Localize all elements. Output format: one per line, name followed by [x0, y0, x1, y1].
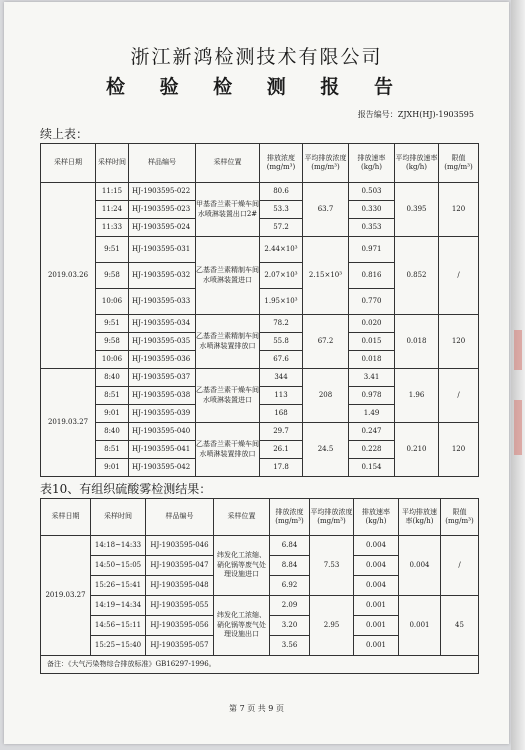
header-time: 采样时间 — [91, 499, 146, 536]
rate-cell: 0.503 — [349, 183, 395, 201]
sample-id-cell: HJ-1903595-039 — [129, 405, 196, 423]
rate-cell: 0.330 — [349, 201, 395, 219]
conc-cell: 2.09 — [270, 596, 310, 616]
rate-cell: 0.001 — [354, 636, 399, 656]
sample-id-cell: HJ-1903595-037 — [129, 369, 196, 387]
time-cell: 14:19~14:34 — [91, 596, 146, 616]
conc-cell: 113 — [260, 387, 303, 405]
time-cell: 11:24 — [96, 201, 129, 219]
rate-cell: 0.154 — [349, 459, 395, 477]
page-number: 第 7 页 共 9 页 — [229, 704, 284, 713]
continued-label: 续上表： — [40, 127, 89, 141]
rate-cell: 0.971 — [349, 237, 395, 263]
sample-id-cell: HJ-1903595-038 — [129, 387, 196, 405]
avg-conc-cell: 63.7 — [303, 183, 349, 237]
avg-conc-cell: 2.95 — [310, 596, 354, 656]
header-sample: 样品编号 — [146, 499, 214, 536]
header-avg-conc: 平均排放浓度(mg/m³) — [310, 499, 354, 536]
header-location: 采样位置 — [214, 499, 270, 536]
time-cell: 8:40 — [96, 423, 129, 441]
sample-id-cell: HJ-1903595-033 — [129, 289, 196, 315]
time-cell: 9:58 — [96, 263, 129, 289]
rate-cell: 0.015 — [349, 333, 395, 351]
location-cell: 乙基香兰素干燥车间水喷淋装置排放口 — [196, 423, 260, 477]
scan-edge — [511, 0, 525, 750]
time-cell: 9:58 — [96, 333, 129, 351]
table-row — [41, 536, 479, 556]
rate-cell: 0.247 — [349, 423, 395, 441]
sample-id-cell: HJ-1903595-042 — [129, 459, 196, 477]
sample-id-cell: HJ-1903595-041 — [129, 441, 196, 459]
avg-conc-cell: 67.2 — [303, 315, 349, 369]
rate-cell: 1.49 — [349, 405, 395, 423]
header-conc: 排放浓度(mg/m³) — [270, 499, 310, 536]
avg-rate-cell: 0.001 — [399, 596, 441, 656]
sample-id-cell: HJ-1903595-057 — [146, 636, 214, 656]
sample-id-cell: HJ-1903595-046 — [146, 536, 214, 556]
location-cell: 乙基香兰素精制车间水喷淋装置排放口 — [196, 315, 260, 369]
sampling-date-cell: 2019.03.26 — [41, 183, 96, 369]
location-cell: 甲基香兰素干燥车间水喷淋装置出口2# — [196, 183, 260, 237]
sample-id-cell: HJ-1903595-056 — [146, 616, 214, 636]
avg-conc-cell: 2.15×10³ — [303, 237, 349, 315]
time-cell: 11:15 — [96, 183, 129, 201]
conc-cell: 57.2 — [260, 219, 303, 237]
sample-id-cell: HJ-1903595-032 — [129, 263, 196, 289]
conc-cell: 2.44×10³ — [260, 237, 303, 263]
table-row — [41, 237, 479, 263]
conc-cell: 53.3 — [260, 201, 303, 219]
note-row — [41, 656, 479, 674]
location-cell: 乙基香兰素精制车间水喷淋装置进口 — [196, 237, 260, 315]
table-10-title: 表10、有组织硫酸雾检测结果： — [40, 482, 212, 496]
conc-cell: 80.6 — [260, 183, 303, 201]
time-cell: 10:06 — [96, 289, 129, 315]
rate-cell: 0.020 — [349, 315, 395, 333]
avg-conc-cell: 24.5 — [303, 423, 349, 477]
time-cell: 8:51 — [96, 441, 129, 459]
rate-cell: 0.816 — [349, 263, 395, 289]
table-10-sulfuric-acid-mist — [40, 498, 479, 674]
time-cell: 8:40 — [96, 369, 129, 387]
table-row — [41, 183, 479, 201]
rate-cell: 0.004 — [354, 556, 399, 576]
limit-cell: / — [439, 369, 479, 423]
time-cell: 14:50~15:05 — [91, 556, 146, 576]
header-conc: 排放浓度(mg/m³) — [260, 144, 303, 183]
time-cell: 9:51 — [96, 315, 129, 333]
header-rate: 排放速率(kg/h) — [354, 499, 399, 536]
time-cell: 11:33 — [96, 219, 129, 237]
sample-id-cell: HJ-1903595-047 — [146, 556, 214, 576]
time-cell: 15:25~15:40 — [91, 636, 146, 656]
sample-id-cell: HJ-1903595-040 — [129, 423, 196, 441]
rate-cell: 0.004 — [354, 576, 399, 596]
header-time: 采样时间 — [96, 144, 129, 183]
standard-note: 备注：《大气污染物综合排放标准》GB16297-1996。 — [41, 656, 479, 674]
limit-cell: 120 — [439, 183, 479, 237]
conc-cell: 6.92 — [270, 576, 310, 596]
sample-id-cell: HJ-1903595-055 — [146, 596, 214, 616]
report-page — [4, 2, 509, 744]
table-row — [41, 315, 479, 333]
sample-id-cell: HJ-1903595-048 — [146, 576, 214, 596]
seal-edge-mark — [514, 400, 522, 455]
limit-cell: 120 — [439, 315, 479, 369]
time-cell: 15:26~15:41 — [91, 576, 146, 596]
location-cell: 乙基香兰素干燥车间水喷淋装置进口 — [196, 369, 260, 423]
limit-cell: / — [441, 536, 479, 596]
avg-rate-cell: 0.018 — [395, 315, 439, 369]
table-row — [41, 423, 479, 441]
rate-cell: 0.004 — [354, 536, 399, 556]
sample-id-cell: HJ-1903595-034 — [129, 315, 196, 333]
avg-conc-cell: 208 — [303, 369, 349, 423]
header-sample: 样品编号 — [129, 144, 196, 183]
conc-cell: 344 — [260, 369, 303, 387]
conc-cell: 29.7 — [260, 423, 303, 441]
conc-cell: 2.07×10³ — [260, 263, 303, 289]
time-cell: 9:01 — [96, 405, 129, 423]
conc-cell: 26.1 — [260, 441, 303, 459]
avg-rate-cell: 0.852 — [395, 237, 439, 315]
conc-cell: 1.95×10³ — [260, 289, 303, 315]
rate-cell: 0.770 — [349, 289, 395, 315]
table-10-header-row — [41, 499, 479, 536]
time-cell: 9:51 — [96, 237, 129, 263]
conc-cell: 6.84 — [270, 536, 310, 556]
sampling-date-cell: 2019.03.27 — [41, 536, 91, 656]
conc-cell: 3.56 — [270, 636, 310, 656]
avg-rate-cell: 1.96 — [395, 369, 439, 423]
conc-cell: 3.20 — [270, 616, 310, 636]
sample-id-cell: HJ-1903595-024 — [129, 219, 196, 237]
sample-id-cell: HJ-1903595-023 — [129, 201, 196, 219]
company-name: 浙江新鸿检测技术有限公司 — [130, 46, 383, 68]
rate-cell: 0.228 — [349, 441, 395, 459]
sample-id-cell: HJ-1903595-031 — [129, 237, 196, 263]
limit-cell: / — [439, 237, 479, 315]
table-9-continued — [40, 143, 479, 477]
conc-cell: 55.8 — [260, 333, 303, 351]
rate-cell: 0.001 — [354, 596, 399, 616]
rate-cell: 3.41 — [349, 369, 395, 387]
header-avg-conc: 平均排放浓度(mg/m³) — [303, 144, 349, 183]
rate-cell: 0.018 — [349, 351, 395, 369]
avg-rate-cell: 0.395 — [395, 183, 439, 237]
time-cell: 9:01 — [96, 459, 129, 477]
table-row — [41, 596, 479, 616]
time-cell: 8:51 — [96, 387, 129, 405]
report-title: 检 验 检 测 报 告 — [105, 76, 408, 98]
header-date: 采样日期 — [41, 499, 91, 536]
conc-cell: 8.84 — [270, 556, 310, 576]
sample-id-cell: HJ-1903595-036 — [129, 351, 196, 369]
conc-cell: 78.2 — [260, 315, 303, 333]
conc-cell: 17.8 — [260, 459, 303, 477]
conc-cell: 168 — [260, 405, 303, 423]
location-cell: 纬发化工浓缩、硝化锅等废气处理设施出口 — [214, 596, 270, 656]
header-limit: 限值(mg/m³) — [439, 144, 479, 183]
table-row — [41, 369, 479, 387]
rate-cell: 0.001 — [354, 616, 399, 636]
header-avg-rate: 平均排放速率(kg/h) — [395, 144, 439, 183]
rate-cell: 0.353 — [349, 219, 395, 237]
sample-id-cell: HJ-1903595-035 — [129, 333, 196, 351]
table-9-header-row — [41, 144, 479, 183]
header-location: 采样位置 — [196, 144, 260, 183]
conc-cell: 67.6 — [260, 351, 303, 369]
location-cell: 纬发化工浓缩、硝化锅等废气处理设施进口 — [214, 536, 270, 596]
avg-rate-cell: 0.210 — [395, 423, 439, 477]
sample-id-cell: HJ-1903595-022 — [129, 183, 196, 201]
time-cell: 10:06 — [96, 351, 129, 369]
avg-conc-cell: 7.53 — [310, 536, 354, 596]
sampling-date-cell: 2019.03.27 — [41, 369, 96, 477]
time-cell: 14:56~15:11 — [91, 616, 146, 636]
header-avg-rate: 平均排放速率(kg/h) — [399, 499, 441, 536]
limit-cell: 120 — [439, 423, 479, 477]
report-number: 报告编号：ZJXH(HJ)-1903595 — [357, 110, 474, 119]
avg-rate-cell: 0.004 — [399, 536, 441, 596]
rate-cell: 0.978 — [349, 387, 395, 405]
time-cell: 14:18~14:33 — [91, 536, 146, 556]
header-date: 采样日期 — [41, 144, 96, 183]
header-rate: 排放速率(kg/h) — [349, 144, 395, 183]
header-limit: 限值(mg/m³) — [441, 499, 479, 536]
seal-edge-mark — [514, 330, 522, 370]
limit-cell: 45 — [441, 596, 479, 656]
